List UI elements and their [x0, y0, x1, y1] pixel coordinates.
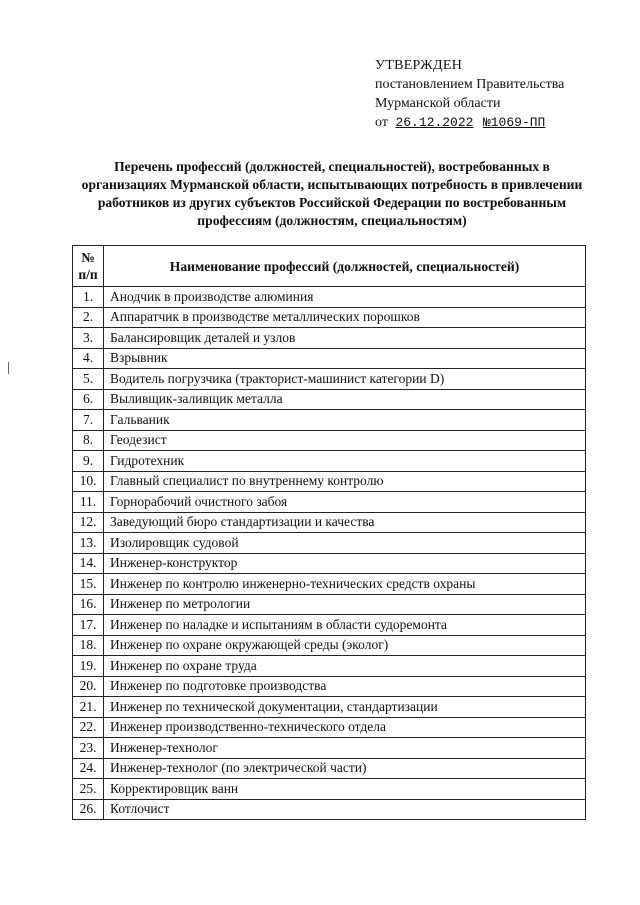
row-number: 2.	[73, 307, 104, 328]
table-row	[73, 697, 586, 718]
table-row	[73, 410, 586, 431]
approved-stamp: УТВЕРЖДЕН	[375, 58, 463, 73]
row-profession: Корректировщик ванн	[104, 779, 586, 800]
row-number: 23.	[73, 738, 104, 759]
table-row	[73, 779, 586, 800]
row-number: 5.	[73, 369, 104, 390]
table-row	[73, 553, 586, 574]
row-profession: Инженер по контролю инженерно-технических средств охраны	[104, 574, 586, 595]
table-row	[73, 328, 586, 349]
header-number-abbr: п/п	[78, 267, 98, 282]
row-number: 8.	[73, 430, 104, 451]
row-profession: Инженер производственно-технического отдела	[104, 717, 586, 738]
approval-block	[375, 56, 625, 132]
table-row	[73, 615, 586, 636]
table-row	[73, 492, 586, 513]
row-profession: Гидротехник	[104, 451, 586, 472]
professions-table	[72, 245, 586, 820]
table-row	[73, 348, 586, 369]
approval-number: №1069-ПП	[482, 115, 546, 130]
row-profession: Инженер по подготовке производства	[104, 676, 586, 697]
scan-mark	[8, 362, 9, 374]
row-profession: Заведующий бюро стандартизации и качества	[104, 512, 586, 533]
row-profession: Изолировщик судовой	[104, 533, 586, 554]
row-profession: Инженер по наладке и испытаниям в области судоремонта	[104, 615, 586, 636]
date-prefix: от	[375, 115, 388, 130]
table-body	[73, 287, 586, 820]
row-number: 19.	[73, 656, 104, 677]
row-number: 3.	[73, 328, 104, 349]
table-row	[73, 512, 586, 533]
row-number: 10.	[73, 471, 104, 492]
row-profession: Горнорабочий очистного забоя	[104, 492, 586, 513]
table-row	[73, 451, 586, 472]
row-number: 4.	[73, 348, 104, 369]
table-row	[73, 656, 586, 677]
document-title: Перечень профессий (должностей, специальностей), востребованных в организациях Мурманской области, испытывающих потребность в привлечении работников из других субъектов Российской Федерации по востребованным профессиям (должностям, специальностям)	[81, 159, 583, 228]
table-row	[73, 799, 586, 820]
row-number: 25.	[73, 779, 104, 800]
approval-date: 26.12.2022	[395, 115, 474, 130]
row-number: 16.	[73, 594, 104, 615]
approval-line-1: постановлением Правительства	[375, 77, 565, 92]
table-header-row	[73, 246, 586, 287]
row-number: 15.	[73, 574, 104, 595]
row-profession: Анодчик в производстве алюминия	[104, 287, 586, 308]
row-profession: Инженер по охране труда	[104, 656, 586, 677]
table-row	[73, 369, 586, 390]
row-profession: Выливщик-заливщик металла	[104, 389, 586, 410]
table-row	[73, 758, 586, 779]
approval-line-2: Мурманской области	[375, 96, 501, 111]
header-number-symbol: №	[81, 250, 95, 265]
table-row	[73, 738, 586, 759]
table-row	[73, 533, 586, 554]
row-number: 9.	[73, 451, 104, 472]
header-name: Наименование профессий (должностей, специальностей)	[104, 246, 586, 287]
row-number: 20.	[73, 676, 104, 697]
row-profession: Котлочист	[104, 799, 586, 820]
row-profession: Инженер-технолог (по электрической части)	[104, 758, 586, 779]
row-number: 7.	[73, 410, 104, 431]
table-row	[73, 430, 586, 451]
row-profession: Главный специалист по внутреннему контролю	[104, 471, 586, 492]
header-number	[73, 246, 104, 287]
row-profession: Геодезист	[104, 430, 586, 451]
row-profession: Инженер по технической документации, стандартизации	[104, 697, 586, 718]
table-row	[73, 287, 586, 308]
row-number: 26.	[73, 799, 104, 820]
row-profession: Балансировщик деталей и узлов	[104, 328, 586, 349]
row-number: 22.	[73, 717, 104, 738]
row-number: 1.	[73, 287, 104, 308]
row-profession: Гальваник	[104, 410, 586, 431]
row-number: 18.	[73, 635, 104, 656]
table-row	[73, 594, 586, 615]
row-number: 17.	[73, 615, 104, 636]
row-profession: Взрывник	[104, 348, 586, 369]
row-profession: Водитель погрузчика (тракторист-машинист категории D)	[104, 369, 586, 390]
row-number: 6.	[73, 389, 104, 410]
row-profession: Инженер-технолог	[104, 738, 586, 759]
table-row	[73, 676, 586, 697]
row-number: 21.	[73, 697, 104, 718]
table-row	[73, 717, 586, 738]
row-number: 11.	[73, 492, 104, 513]
approval-dateline	[375, 113, 625, 132]
table-row	[73, 307, 586, 328]
row-profession: Инженер-конструктор	[104, 553, 586, 574]
row-number: 24.	[73, 758, 104, 779]
row-number: 13.	[73, 533, 104, 554]
row-profession: Аппаратчик в производстве металлических порошков	[104, 307, 586, 328]
table-row	[73, 389, 586, 410]
table-row	[73, 635, 586, 656]
row-number: 14.	[73, 553, 104, 574]
table-row	[73, 574, 586, 595]
row-profession: Инженер по охране окружающей среды (эколог)	[104, 635, 586, 656]
row-number: 12.	[73, 512, 104, 533]
row-profession: Инженер по метрологии	[104, 594, 586, 615]
table-row	[73, 471, 586, 492]
